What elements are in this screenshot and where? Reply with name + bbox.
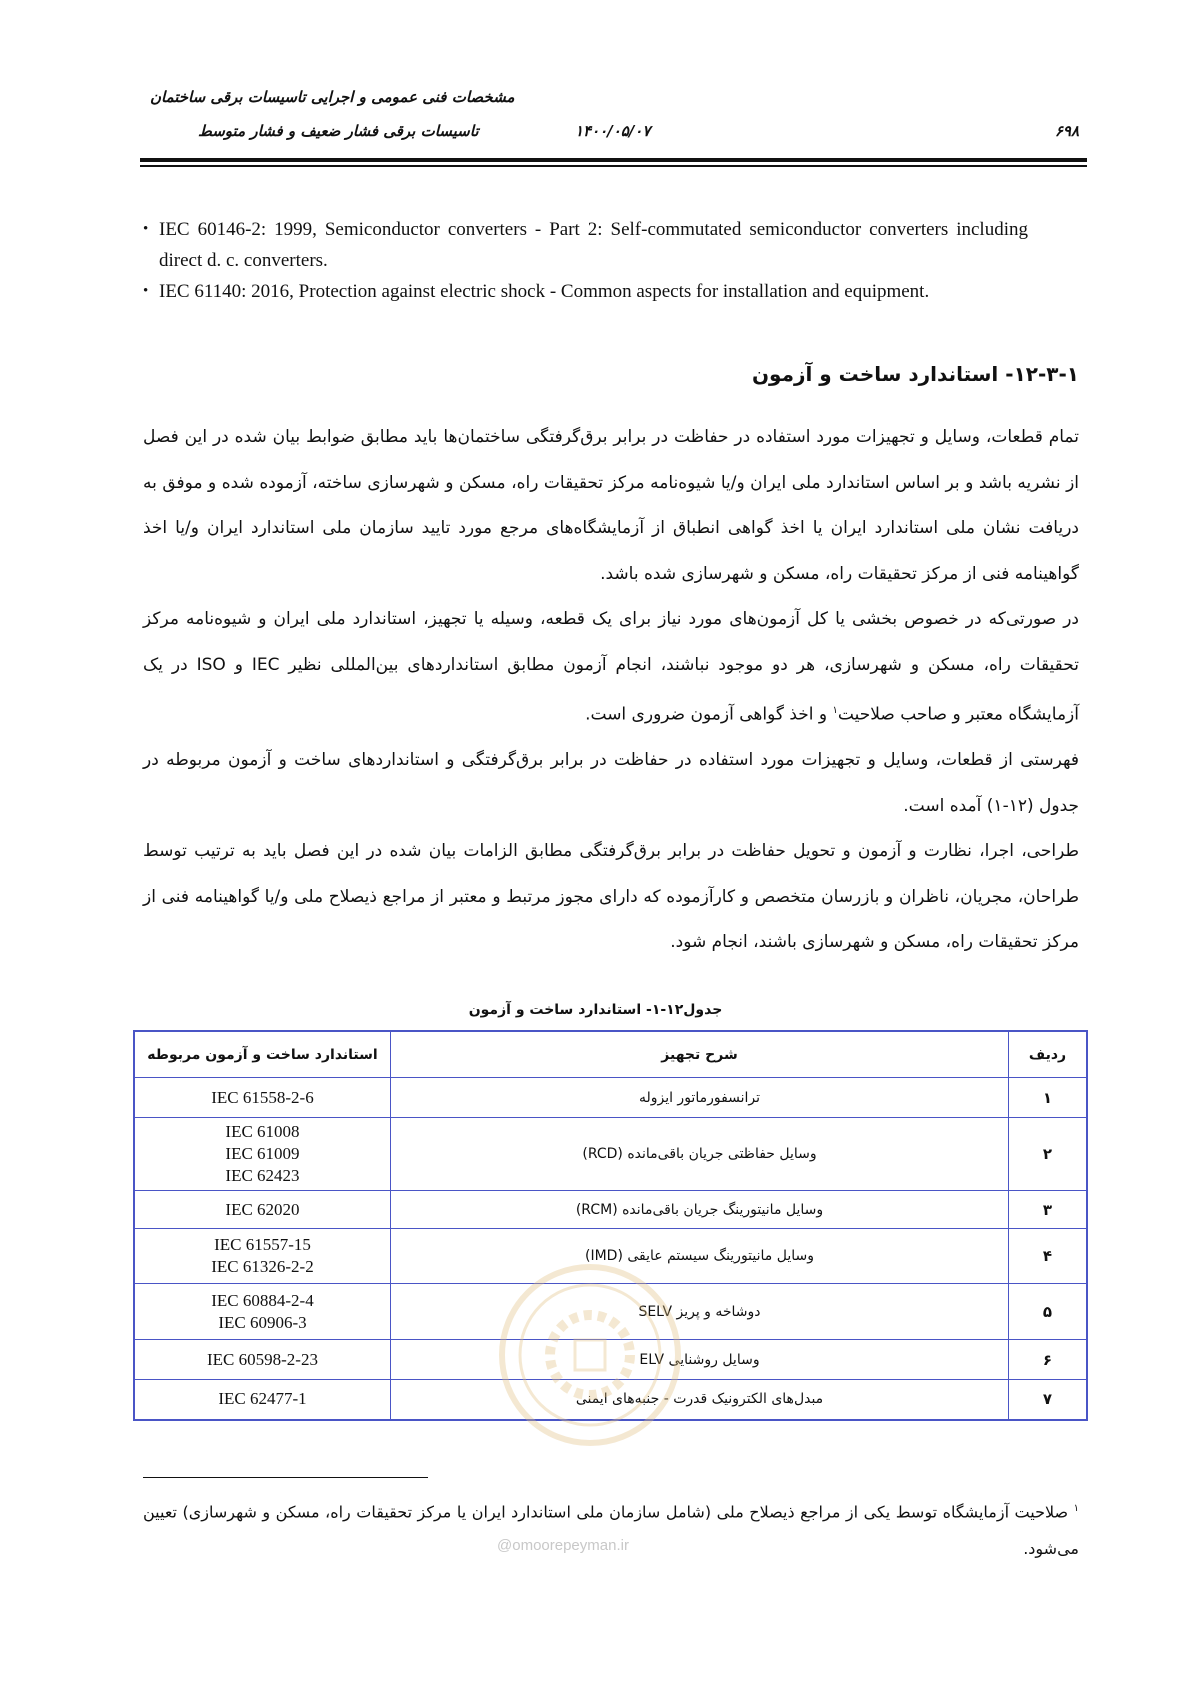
equipment-description: وسایل مانیتورینگ سیستم عایقی (IMD) <box>391 1229 1009 1284</box>
table-title: جدول۱۲-۱- استاندارد ساخت و آزمون <box>468 1002 723 1018</box>
footnote-marker: ۱ <box>832 705 838 716</box>
reference-item: • IEC 61140: 2016, Protection against electric shock - Common aspects for installation and equipment. <box>143 276 1028 307</box>
paragraph: فهرستی از قطعات، وسایل و تجهیزات مورد استفاده در حفاظت در برابر برق‌گرفتگی و استانداردهای ساخت و آزمون مربوطه در جدول (۱۲-۱) آمده است. <box>143 750 1079 816</box>
equipment-description: ترانسفورماتور ایزوله <box>391 1078 1009 1118</box>
standard-cell <box>134 1380 391 1420</box>
table-header-row <box>134 1031 1087 1078</box>
row-number: ۳ <box>1009 1191 1088 1229</box>
col-header-row: ردیف <box>1009 1031 1088 1078</box>
header-rule-thin <box>140 165 1087 167</box>
equipment-description: مبدل‌های الکترونیک قدرت - جنبه‌های ایمنی <box>391 1380 1009 1420</box>
table-row <box>134 1078 1087 1118</box>
standard-code: IEC 60598-2-23 <box>207 1349 318 1369</box>
standard-code: IEC 60906-3 <box>218 1312 307 1332</box>
standard-code: IEC 62423 <box>225 1166 300 1185</box>
row-number: ۷ <box>1009 1380 1088 1420</box>
row-number: ۵ <box>1009 1284 1088 1340</box>
standard-cell <box>134 1284 391 1340</box>
paragraph-text: و اخذ گواهی آزمون ضروری است. <box>585 704 833 725</box>
header-subtitle: تاسیسات برقی فشار ضعیف و فشار متوسط <box>198 122 479 140</box>
table-row <box>134 1191 1087 1229</box>
footnote-text: صلاحیت آزمایشگاه توسط یکی از مراجع ذیصلاح ملی (شامل سازمان ملی استاندارد ایران یا مرکز تحقیقات راه، مسکن و شهرسازی) تعیین می‌شود. <box>143 1502 1079 1559</box>
row-number: ۲ <box>1009 1118 1088 1191</box>
equipment-description: وسایل مانیتورینگ جریان باقی‌مانده (RCM) <box>391 1191 1009 1229</box>
standard-code: IEC 61326-2-2 <box>211 1257 314 1276</box>
reference-item: • IEC 60146-2: 1999, Semiconductor converters - Part 2: Self-commutated semiconductor converters including direct d. c. converters. <box>143 214 1028 276</box>
section-heading: ۱۲-۳-۱- استاندارد ساخت و آزمون <box>751 362 1079 386</box>
standard-cell <box>134 1340 391 1380</box>
row-number: ۶ <box>1009 1340 1088 1380</box>
footnote-separator <box>143 1477 428 1478</box>
reference-list <box>143 214 1028 307</box>
standard-cell <box>134 1191 391 1229</box>
paragraph <box>143 597 1079 738</box>
footnote-marker: ۱ <box>1073 1503 1079 1514</box>
standard-code: IEC 60884-2-4 <box>211 1290 314 1310</box>
standard-code: IEC 61558-2-6 <box>211 1087 314 1107</box>
row-number: ۴ <box>1009 1229 1088 1284</box>
paragraph: تمام قطعات، وسایل و تجهیزات مورد استفاده در حفاظت در برابر برق‌گرفتگی ساختمان‌ها باید مطابق ضوابط بیان شده در این فصل از نشریه باشد و بر اساس استاندارد ملی ایران و/یا شیوه‌نامه مرکز تحقیقات راه، مسکن و شهرسازی ساخته، آزموده شده و موفق به دریافت نشان ملی استاندارد ایران یا اخذ گواهی انطباق از آزمایشگاه‌های مرجع مورد تایید سازمان ملی استاندارد ایران و/یا اخذ گواهینامه فنی از مرکز تحقیقات راه، مسکن و شهرسازی شده باشد. <box>143 427 1079 584</box>
body-text <box>143 415 1079 966</box>
watermark-site: @omoorepeyman.ir <box>497 1537 629 1554</box>
header-title: مشخصات فنی عمومی و اجرایی تاسیسات برقی ساختمان <box>150 88 515 106</box>
paragraph: طراحی، اجرا، نظارت و آزمون و تحویل حفاظت در برابر برق‌گرفتگی مطابق الزامات بیان شده در این فصل باید به ترتیب توسط طراحان، مجریان، ناظران و بازرسان متخصص و کارآزموده که دارای مجوز مرتبط و معتبر از مراجع ذیصلاح ملی و/یا گواهینامه فنی از مرکز تحقیقات راه، مسکن و شهرسازی باشند، انجام شود. <box>143 841 1079 953</box>
equipment-description: دوشاخه و پریز SELV <box>391 1284 1009 1340</box>
header-rule-thick <box>140 158 1087 162</box>
standard-code: IEC 61009 <box>225 1144 300 1163</box>
equipment-description: وسایل روشنایی ELV <box>391 1340 1009 1380</box>
standard-cell <box>134 1078 391 1118</box>
paragraph-text: در صورتی‌که در خصوص بخشی یا کل آزمون‌های مورد نیاز برای یک قطعه، وسیله یا تجهیز، استاندارد ملی ایران و شیوه‌نامه مرکز تحقیقات راه، مسکن و شهرسازی، هر دو موجود نباشند، انجام آزمون مطابق استانداردهای بین‌المللی نظیر IEC و ISO در یک آزمایشگاه معتبر و صاحب صلاحیت <box>143 609 1079 725</box>
standard-code: IEC 61557-15 <box>214 1235 311 1254</box>
standard-cell <box>134 1229 391 1284</box>
table-row <box>134 1118 1087 1191</box>
standard-cell <box>134 1118 391 1191</box>
col-header-std: استاندارد ساخت و آزمون مربوطه <box>134 1031 391 1078</box>
standard-code: IEC 62477-1 <box>218 1389 307 1409</box>
standard-code: IEC 62020 <box>225 1199 300 1219</box>
footnote <box>143 1490 1079 1567</box>
header-date: ۱۴۰۰/۰۵/۰۷ <box>575 122 651 140</box>
standard-code: IEC 61008 <box>225 1122 300 1141</box>
col-header-desc: شرح تجهیز <box>391 1031 1009 1078</box>
equipment-description: وسایل حفاظتی جریان باقی‌مانده (RCD) <box>391 1118 1009 1191</box>
watermark-emblem <box>495 1260 685 1450</box>
page-number: ۶۹۸ <box>1054 122 1079 140</box>
row-number: ۱ <box>1009 1078 1088 1118</box>
